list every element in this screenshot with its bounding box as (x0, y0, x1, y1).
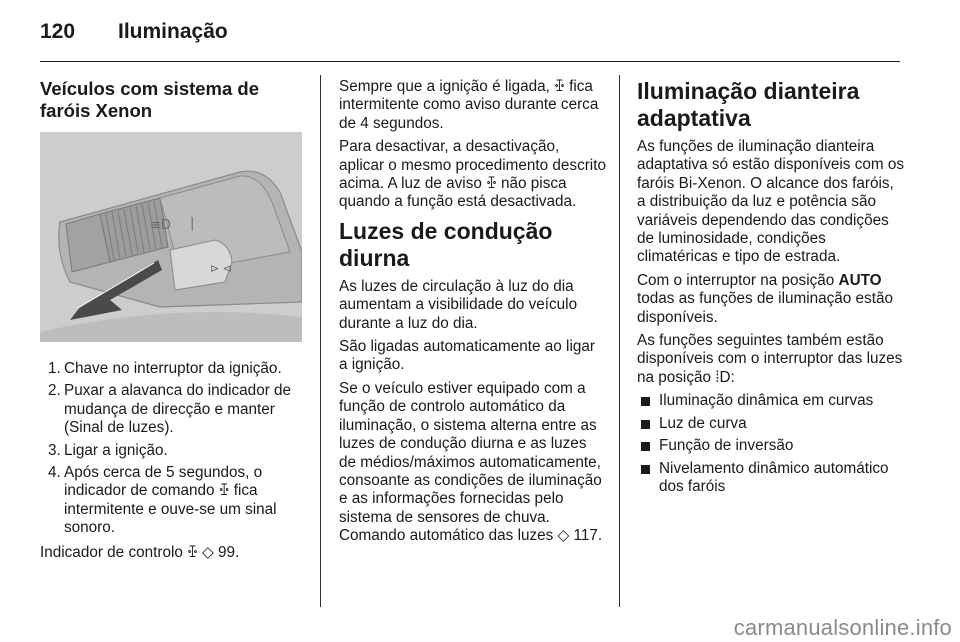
bullet-text: Nivelamento dinâmico automático dos faróis (659, 459, 889, 495)
steps-list (40, 360, 305, 538)
bullet-icon (641, 397, 650, 406)
step-text: Ligar a ignição. (64, 441, 168, 459)
paragraph: Sempre que a ignição é ligada, ꔀ fica intermitente como aviso durante cerca de 4 segundos. (339, 78, 599, 132)
bullet-icon (641, 442, 650, 451)
paragraph: São ligadas automaticamente ao ligar a ignição. (339, 338, 595, 374)
section-heading-drl: Luzes de condução diurna (339, 217, 553, 271)
page-title: Iluminação (118, 20, 228, 43)
column-divider-right (619, 75, 620, 607)
step-number: 4. (48, 464, 61, 482)
svg-text:|: | (190, 216, 195, 231)
watermark: carmanualsonline.info (733, 615, 952, 640)
auto-label: AUTO (838, 271, 882, 289)
paragraph: Se o veículo estiver equipado com a função de controlo automático da iluminação, o sistema alterna entre as luzes de condução diurna e as luzes de médios/máximos automaticamente, consoante as condições de iluminação e as informações fornecidas pelo sistema de sensores de chuva. Comando automático das luzes ◇ 117. (339, 379, 603, 545)
section-heading-adaptive: Iluminação dianteira adaptativa (637, 78, 860, 131)
paragraph: As funções seguintes também estão disponíveis com o interruptor das luzes na posição ⁞D: (637, 332, 903, 386)
stalk-illustration-icon (40, 132, 302, 342)
bullet-text: Luz de curva (659, 414, 747, 432)
control-indicator-ref: Indicador de controlo ꔀ ◇ 99. (40, 543, 240, 561)
list-item (40, 464, 305, 538)
bullet-text: Iluminação dinâmica em curvas (659, 392, 874, 410)
stalk-figure (40, 132, 302, 342)
column-3 (637, 78, 905, 500)
text-run: Com o interruptor na posição (637, 271, 839, 289)
svg-text:⊳ ⊲: ⊳ ⊲ (210, 262, 232, 275)
list-item (40, 442, 305, 460)
paragraph-auto (637, 272, 905, 327)
text-run: todas as funções de iluminação estão disponíveis. (637, 290, 893, 326)
svg-text:≡D: ≡D (150, 218, 171, 233)
header-rule (40, 61, 900, 62)
functions-list (637, 392, 905, 496)
paragraph: Para desactivar, a desactivação, aplicar o mesmo procedimento descrito acima. A luz de aviso ꔀ não pisca quando a função está desactivada. (339, 138, 606, 211)
bullet-icon (641, 420, 650, 429)
paragraph: As luzes de circulação à luz do dia aumentam a visibilidade do veículo durante a luz do dia. (339, 277, 578, 332)
list-item (40, 382, 305, 437)
step-number: 3. (48, 441, 61, 459)
page-number: 120 (40, 20, 76, 43)
column-divider-left (320, 75, 321, 607)
bullet-text: Função de inversão (659, 437, 794, 455)
step-number: 2. (48, 382, 61, 400)
list-item (637, 437, 905, 455)
list-item (637, 460, 905, 497)
bullet-icon (641, 465, 650, 474)
step-text: Puxar a alavanca do indicador de mudança de direcção e manter (Sinal de luzes). (64, 382, 292, 437)
paragraph: As funções de iluminação dianteira adaptativa só estão disponíveis com os faróis Bi-Xenon. O alcance dos faróis, a distribuição da luz e potência são variáveis dependendo das condições de luminosidade, condições climatéricas e tipo de estrada. (637, 138, 905, 266)
section-heading-xenon: Veículos com sistema de faróis Xenon (40, 78, 260, 121)
list-item (637, 392, 905, 410)
step-text: Chave no interruptor da ignição. (64, 360, 282, 377)
column-1 (40, 78, 305, 567)
step-number: 1. (48, 360, 61, 377)
list-item (40, 360, 305, 378)
list-item (637, 415, 905, 433)
step-text: Após cerca de 5 segundos, o indicador de comando ꔀ fica intermitente e ouve-se um sinal sonoro. (64, 464, 277, 537)
column-2 (339, 78, 607, 551)
